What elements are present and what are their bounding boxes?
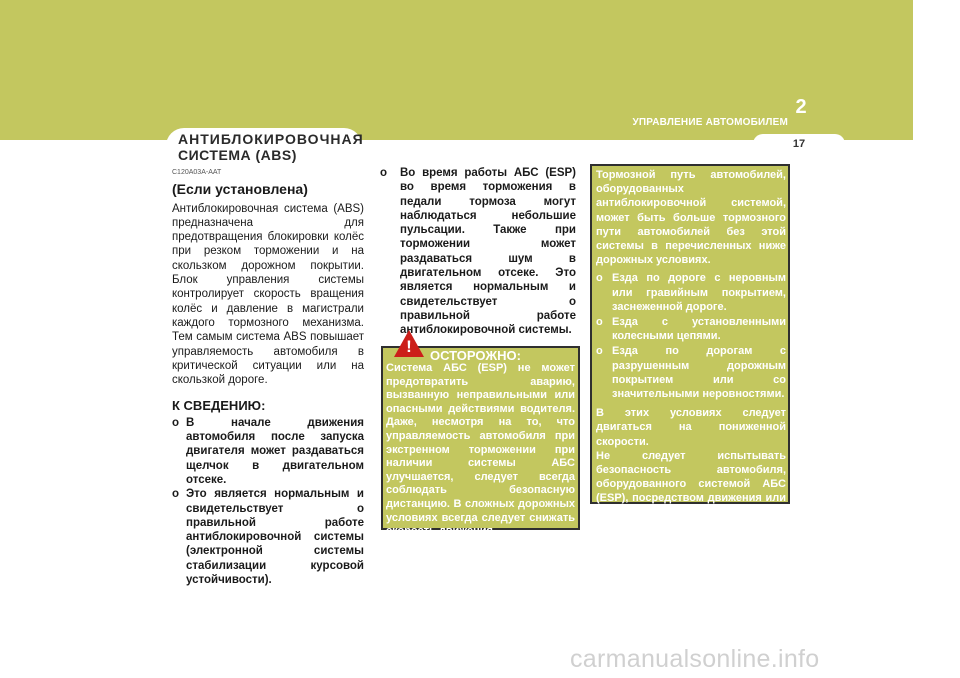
bullet: o [596,316,603,329]
list-item [596,271,786,314]
bullet: o [172,488,180,501]
warning-title: ОСТОРОЖНО: [430,348,521,363]
list-item [380,166,576,338]
caution-item-text: Езда по дороге с неровным или гравийным покрытием, заснеженной дороге. [612,272,786,313]
list-item [596,315,786,343]
bullet: o [596,272,603,285]
notice-item-text: Во время работы АБС (ESP) во время торможения в педали тормоза могут наблюдаться небольшие пульсации. Также при торможении может раздаваться шум в двигательном отсеке. Это является нормальным и свидетельствует о правильной работе антиблокировочной системы. [400,167,576,337]
caution-paragraph: В этих условиях следует двигаться на пониженной скорости. [596,407,786,448]
list-item [596,344,786,401]
column-left [172,166,364,587]
caution-content [596,168,786,566]
section-title-line2: СИСТЕМА (ABS) [178,147,297,163]
chapter-number: 2 [795,96,807,118]
notice-heading: К СВЕДЕНИЮ: [172,398,266,414]
bullet: o [380,167,388,179]
warning-text: Система АБС (ESP) не может предотвратить аварию, вызванную неправильными или опасными действиями водителя. Даже, несмотря на то, что управляемость автомобиля при экстренном торможении при наличии системы АБС улучшается, следует всегда соблюдать безопасную дистанцию. В сложных дорожных условиях всегда следует снижать скорость движения. [386,362,575,538]
caution-paragraph: Не следует испытывать безопасность автомобиля, оборудованного системой АБС (ESP), посредством движения или поворотов на высокой скорости. Это может создать угрозу безопасности водителя или окружающих. [596,449,786,562]
caution-intro: Тормозной путь автомобилей, оборудованных антиблокировочной системой, может быть больше тормозного пути автомобилей без этой системы в перечисленных ниже дорожных условиях. [596,169,786,267]
caution-item-text: Езда с установленными колесными цепями. [612,316,786,343]
chapter-title: УПРАВЛЕНИЕ АВТОМОБИЛЕМ [632,117,788,128]
caution-list [596,271,786,401]
notice-item-text: Это является нормальным и свидетельствует о правильной работе антиблокировочной системы (электронной системы стабилизации курсовой устойчивости). [186,488,364,587]
section-title-line1: АНТИБЛОКИРОВОЧНАЯ [178,131,364,147]
intro-paragraph: Антиблокировочная система (ABS) предназначена для предотвращения блокировки колёс при резком торможении и на скользком дорожном покрытии. Блок управления системы контролирует скорость вращения колёс и давление в магистрали каждого тормозного механизма. Тем самым система ABS повышает управляемость автомобиля в критической ситуации или на скользкой дороге. [172,202,364,387]
watermark: carmanualsonline.info [570,645,820,673]
list-item [172,416,364,487]
notice-list-continued [380,166,576,338]
exclamation-icon: ! [406,337,412,356]
notice-item-text: В начале движения автомобиля после запуска двигателя может раздаваться щелчок в двигательном отсеке. [186,416,364,486]
notice-list [172,416,364,588]
list-item [172,487,364,587]
bullet: o [172,416,180,429]
page-margin [913,0,960,678]
caution-item-text: Езда по дорогам с разрушенным дорожным покрытием или со значительными неровностями. [612,345,786,401]
section-subtitle: (Если установлена) [172,181,308,198]
page-number: 17 [792,138,806,150]
section-code: C120A03A-AAT [172,169,222,176]
bullet: o [596,345,603,358]
section-title [178,131,368,163]
column-middle [380,166,576,338]
